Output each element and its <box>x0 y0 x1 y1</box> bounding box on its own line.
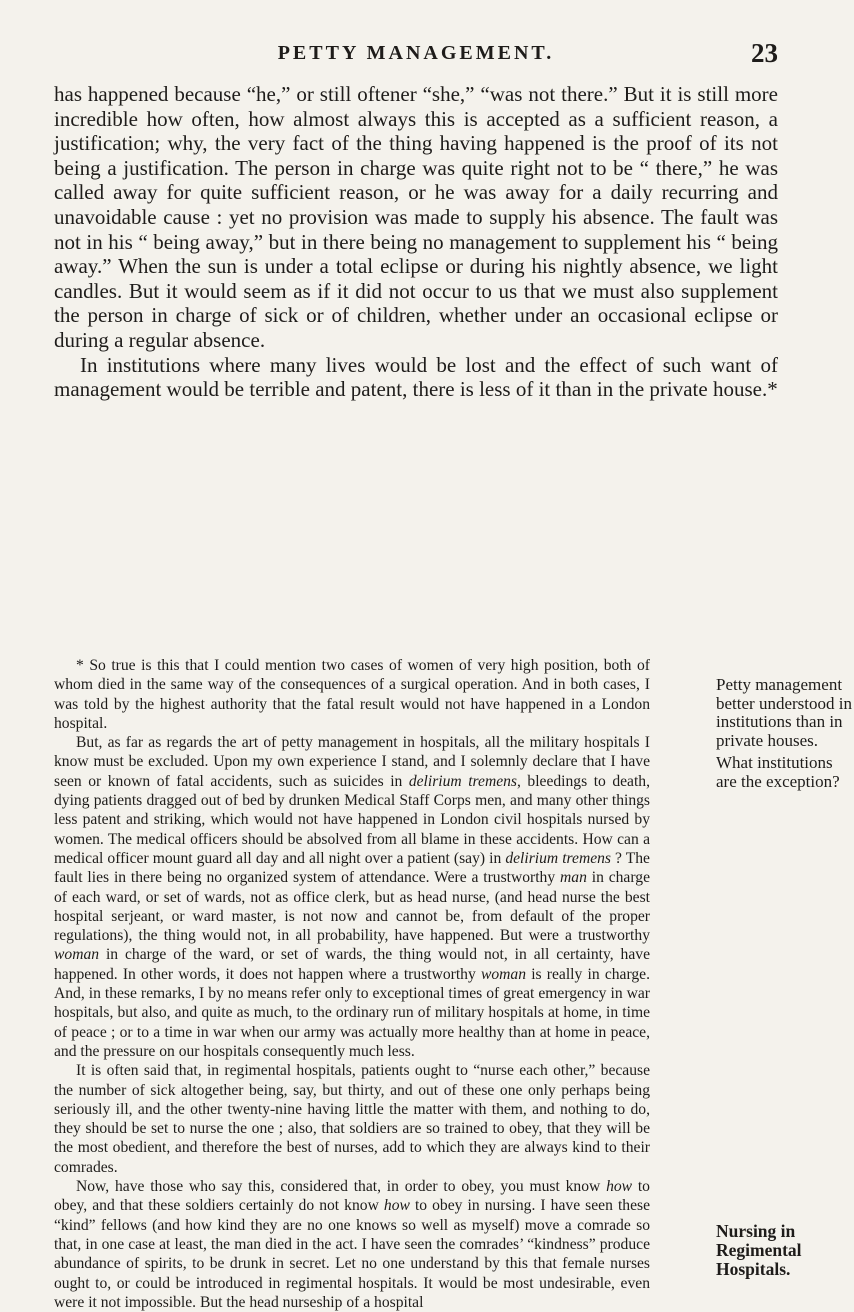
main-text <box>54 82 778 402</box>
main-paragraph-2: In institutions where many lives would be lost and the effect of such want of management would be terrible and patent, there is less of it than in the private house.* <box>54 352 778 402</box>
footnote-paragraph-1: * So true is this that I could mention two cases of women of very high position, both of whom died in the same way of the consequences of a surgical operation. And in both cases, I was told by the highest authority that the fatal result would not have happened in a London hospital. <box>54 657 650 732</box>
margin-note-petty-management <box>716 676 854 750</box>
running-title: PETTY MANAGEMENT. <box>277 42 555 64</box>
main-paragraph-1: has happened because “he,” or still oftener “she,” “was not there.” But it is still more incredible how often, how almost always this is accepted as a sufficient reason, a justification; why, the very fact of the thing having happened is the proof of its not being a justification. The person in charge was quite right not to be “ there,” he was called away for quite sufficient reason, or he was away for a daily recurring and unavoidable cause : yet no provision was made to supply his absence. The fault was not in his “ being away,” but in there being no management to supplement his “ being away.” When the sun is under a total eclipse or during his nightly absence, we light candles. But it would seem as if it did not occur to us that we must also supplement the person in charge of sick or of children, whether under an occasional eclipse or during a regular absence. <box>54 82 778 352</box>
page-number: 23 <box>751 38 778 68</box>
margin-note-regimental <box>716 1222 854 1279</box>
running-head <box>54 38 778 70</box>
margin-note-institutions <box>716 754 854 791</box>
margin-note-text: Nursing in Regimental Hospitals. <box>716 1221 802 1279</box>
footnote-paragraph-3: It is often said that, in regimental hospitals, patients ought to “nurse each other,” because the number of sick altogether being, say, but thirty, and out of these one only perhaps being seriously ill, and the other twenty-nine having little the matter with them, and nothing to do, they should be set to nurse the one ; also, that soldiers are so trained to obey, that they will be the most obedient, and therefore the best of nurses, add to which they are always kind to their comrades. <box>54 1062 650 1176</box>
footnote-column <box>54 656 650 1312</box>
footnote-paragraph-4: Now, have those who say this, considered that, in order to obey, you must know how to obey, and that these soldiers certainly do not know how to obey in nursing. I have seen these “kind” fellows (and how kind they are no one knows so well as myself) move a comrade so that, in one case at least, the man died in the act. I have seen the comrades’ “kindness” produce abundance of spirits, to be drunk in secret. Let no one understand by this that female nurses ought to, or could be introduced in regimental hospitals. It would be most undesirable, even were it not impossible. But the head nurseship of a hospital <box>54 1178 650 1311</box>
margin-note-text: What institutions are the exception? <box>716 753 840 791</box>
footnote-paragraph-2: But, as far as regards the art of petty management in hospitals, all the military hospitals I know must be excluded. Upon my own experience I stand, and I solemnly declare that I have seen or known of fatal accidents, such as suicides in delirium tremens, bleedings to death, dying patients dragged out of bed by drunken Medical Staff Corps men, and many other things less patent and striking, which would not have happened in London civil hospitals nursed by women. The medical officers should be absolved from all blame in these accidents. How can a medical officer mount guard all day and all night over a patient (say) in delirium tremens ? The fault lies in there being no organized system of attendance. Were a trustworthy man in charge of each ward, or set of wards, not as office clerk, but as head nurse, (and head nurse the best hospital serjeant, or ward master, is not now and cannot be, from default of the proper regulations), the thing would not, in all probability, have happened. But were a trustworthy woman in charge of the ward, or set of wards, the thing would not, in all certainty, have happened. In other words, it does not happen where a trustworthy woman is really in charge. And, in these remarks, I by no means refer only to exceptional times of great emergency in war hospitals, but also, and quite as much, to the ordinary run of military hospitals at home, in time of peace ; or to a time in war when our army was actually more healthy than at home in peace, and the pressure on our hospitals consequently much less. <box>54 734 651 1060</box>
footnote-section <box>54 656 852 1312</box>
margin-note-text: Petty management better understood in institutions than in private houses. <box>716 675 852 750</box>
